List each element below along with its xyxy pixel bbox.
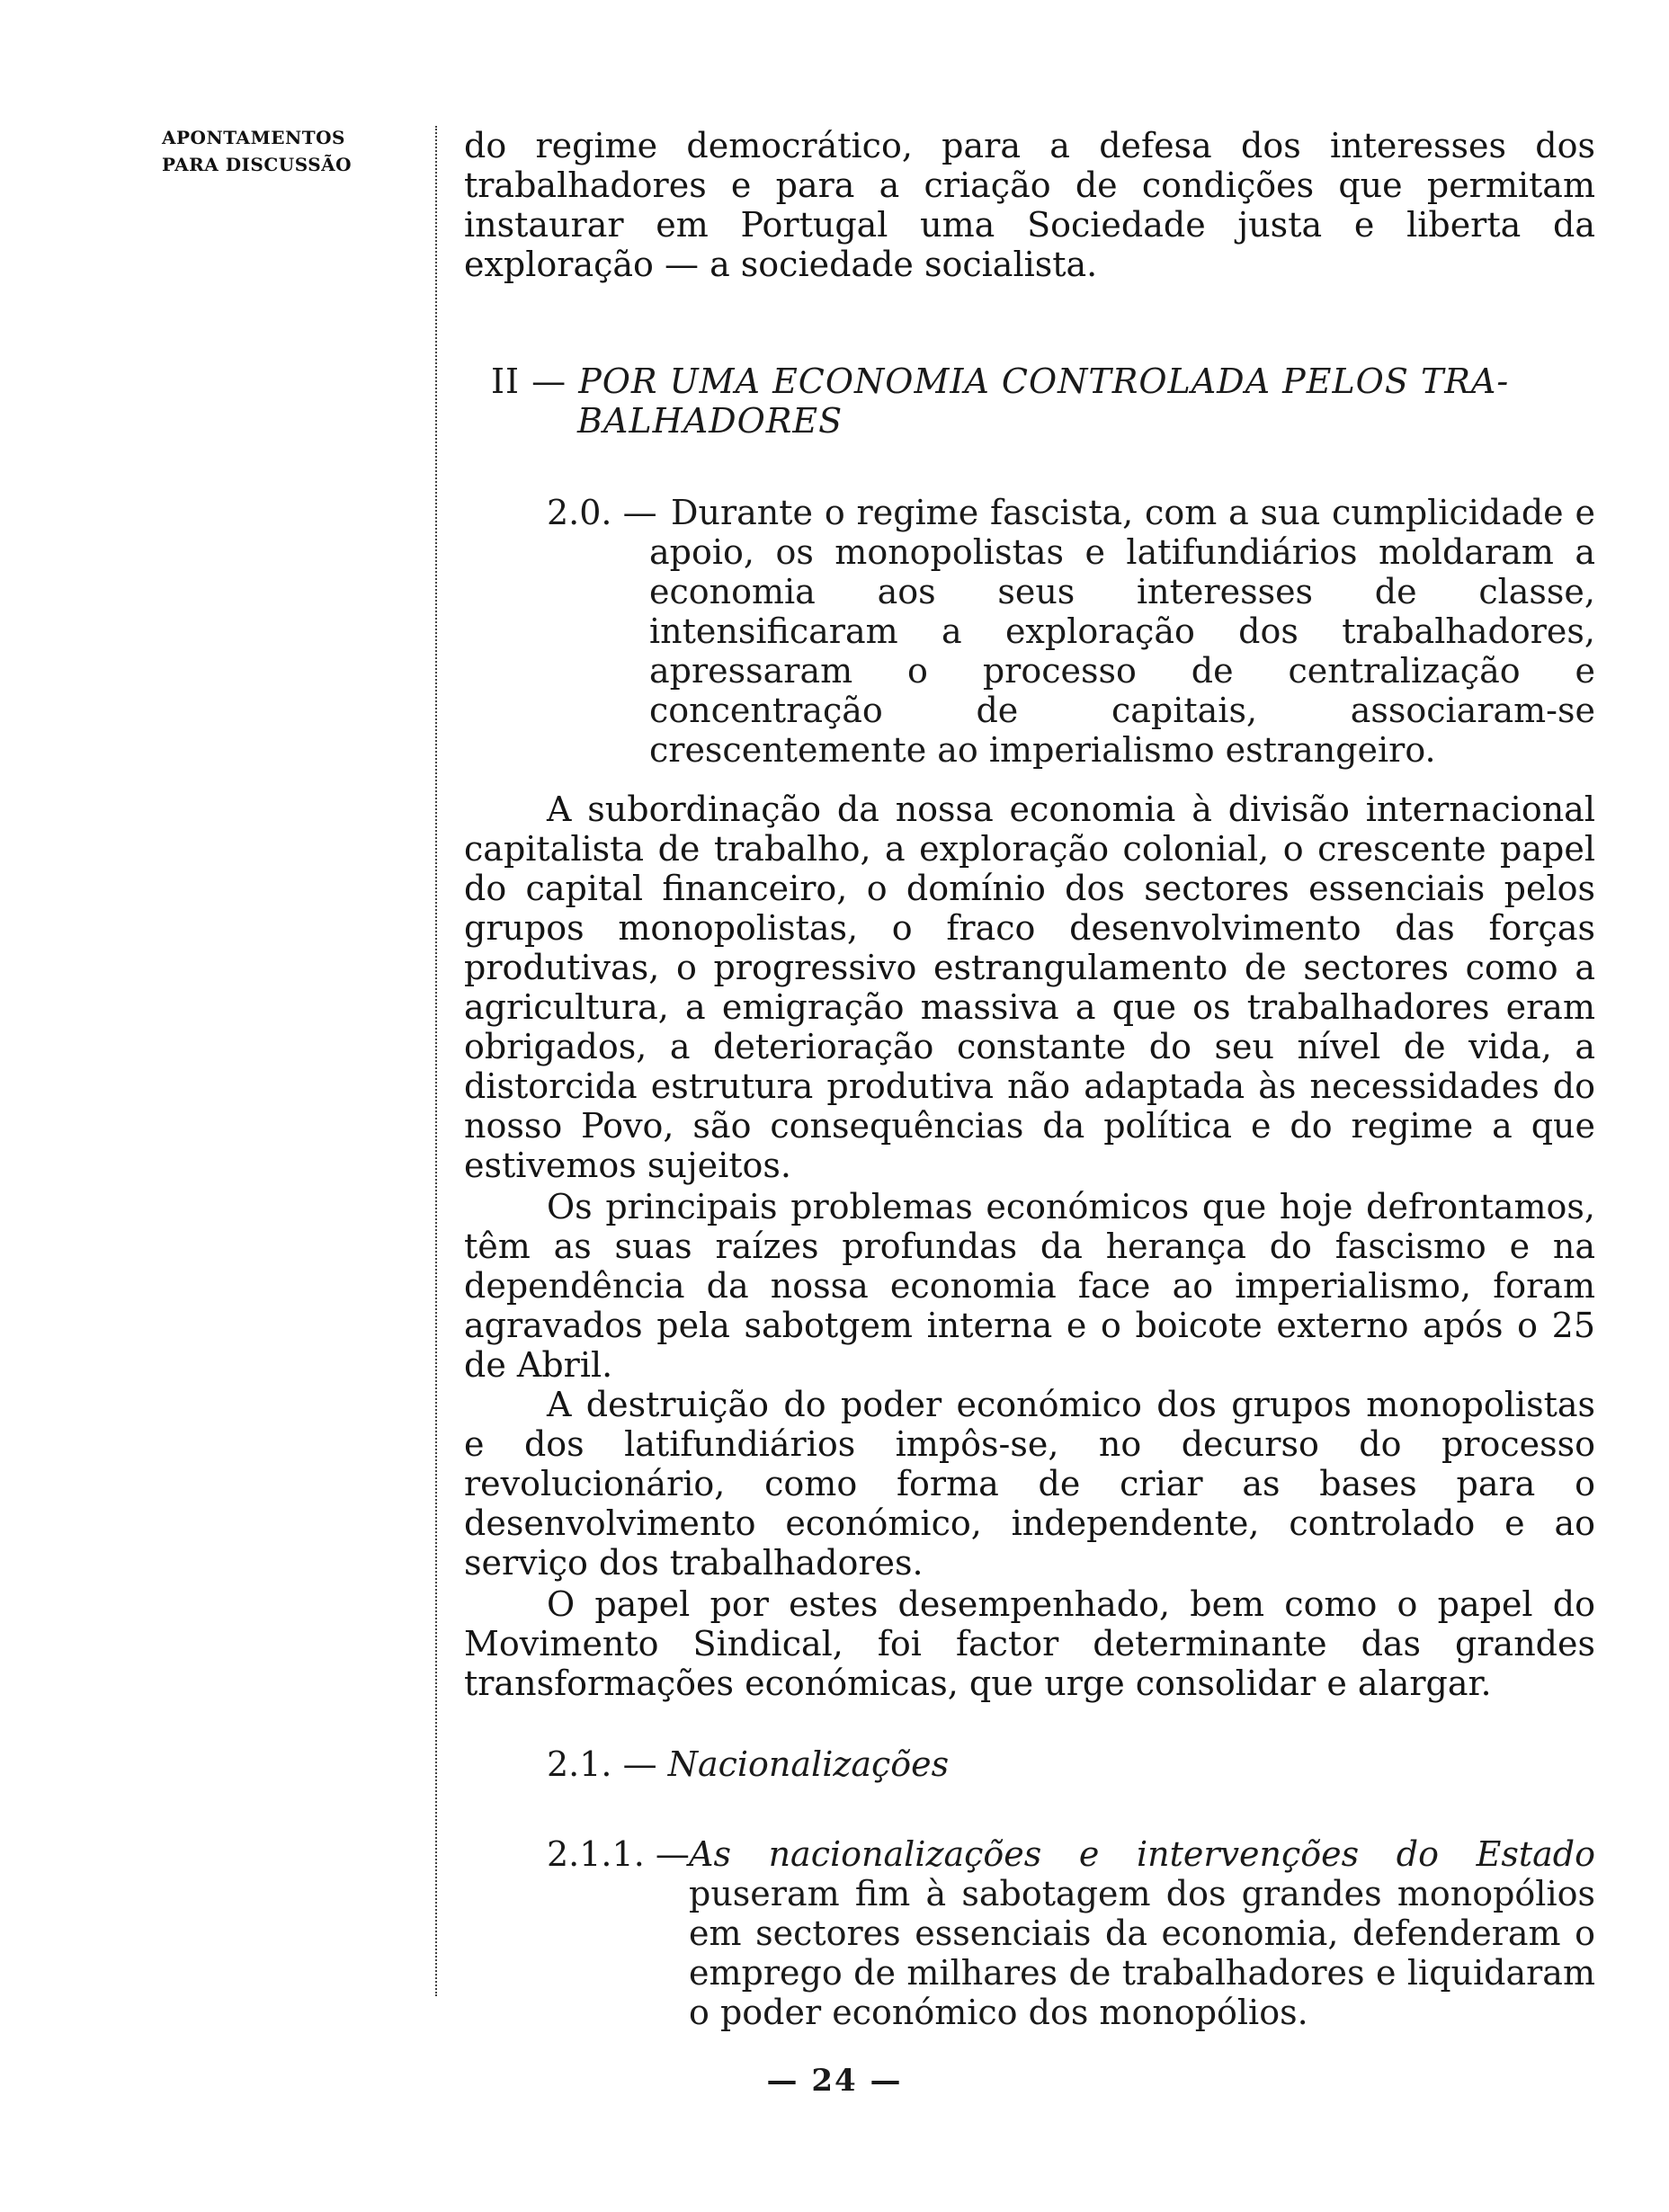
section-title-line1: POR UMA ECONOMIA CONTROLADA PELOS TRA- <box>578 361 1510 401</box>
margin-label-line1: APONTAMENTOS <box>162 127 345 148</box>
item-2-1-title: Nacionalizações <box>667 1744 950 1784</box>
margin-rule <box>435 126 437 1996</box>
section-number: II — <box>491 361 567 401</box>
intro-paragraph: do regime democrático, para a defesa dos interesses dos trabalhadores e para a criação de condições que permitam instaurar em Portugal uma Sociedade justa e liberta da exploração — a sociedade socialista. <box>464 126 1595 284</box>
item-2-1-1-number: 2.1.1. — <box>547 1834 690 1874</box>
margin-label <box>162 124 352 178</box>
item-2-1-1-italic-lead: As nacionalizações e intervenções do Estado <box>689 1834 1595 1874</box>
section-title-line2: BALHADORES <box>577 401 843 441</box>
section-heading <box>491 361 1606 441</box>
paragraph: A subordinação da nossa economia à divisão internacional capitalista de trabalho, a exploração colonial, o crescente papel do capital financeiro, o domínio dos sectores essenciais pelos grupos monopolistas, o fraco desenvolvimento das forças produtivas, o progressivo estrangulamento de sectores como a agricultura, a emigração massiva a que os trabalhadores eram obrigados, a deterioração constante do seu nível de vida, a distorcida estrutura produtiva não adaptada às necessidades do nosso Povo, são consequências da política e do regime a que estivemos sujeitos. <box>464 789 1595 1185</box>
item-2-1-1-text <box>689 1834 1595 2032</box>
paragraph: O papel por estes desempenhado, bem como o papel do Movimento Sindical, foi factor determinante das grandes transformações económicas, que urge consolidar e alargar. <box>464 1584 1595 1703</box>
item-2-1-number: 2.1. — <box>547 1744 657 1784</box>
margin-label-line2: PARA DISCUSSÃO <box>162 154 353 175</box>
item-2-1-heading <box>547 1744 949 1784</box>
paragraph: Os principais problemas económicos que hoje defrontamos, têm as suas raízes profundas da herança do fascismo e na dependência da nossa economia face ao imperialismo, foram agravados pela sabotgem interna e o boicote externo após o 25 de Abril. <box>464 1187 1595 1385</box>
item-2-0-number: 2.0. — <box>547 493 657 532</box>
paragraph: A destruição do poder económico dos grupos monopolistas e dos latifundiários impôs-se, no decurso do processo revolucionário, como forma de criar as bases para o desenvolvimento económico, independente, controlado e ao serviço dos trabalhadores. <box>464 1385 1595 1583</box>
item-2-0-text: Durante o regime fascista, com a sua cumplicidade e apoio, os monopolistas e latifundiários moldaram a economia aos seus interesses de classe, intensificaram a exploração dos trabalhadores, apressaram o processo de centralização e concentração de capitais, associaram-se crescentemente ao imperialismo estrangeiro. <box>649 493 1595 770</box>
page-number: — 24 — <box>766 2063 903 2099</box>
item-2-1-1-body: puseram fim à sabotagem dos grandes monopólios em sectores essenciais da economia, defenderam o emprego de milhares de trabalhadores e liquidaram o poder económico dos monopólios. <box>689 1874 1595 2032</box>
